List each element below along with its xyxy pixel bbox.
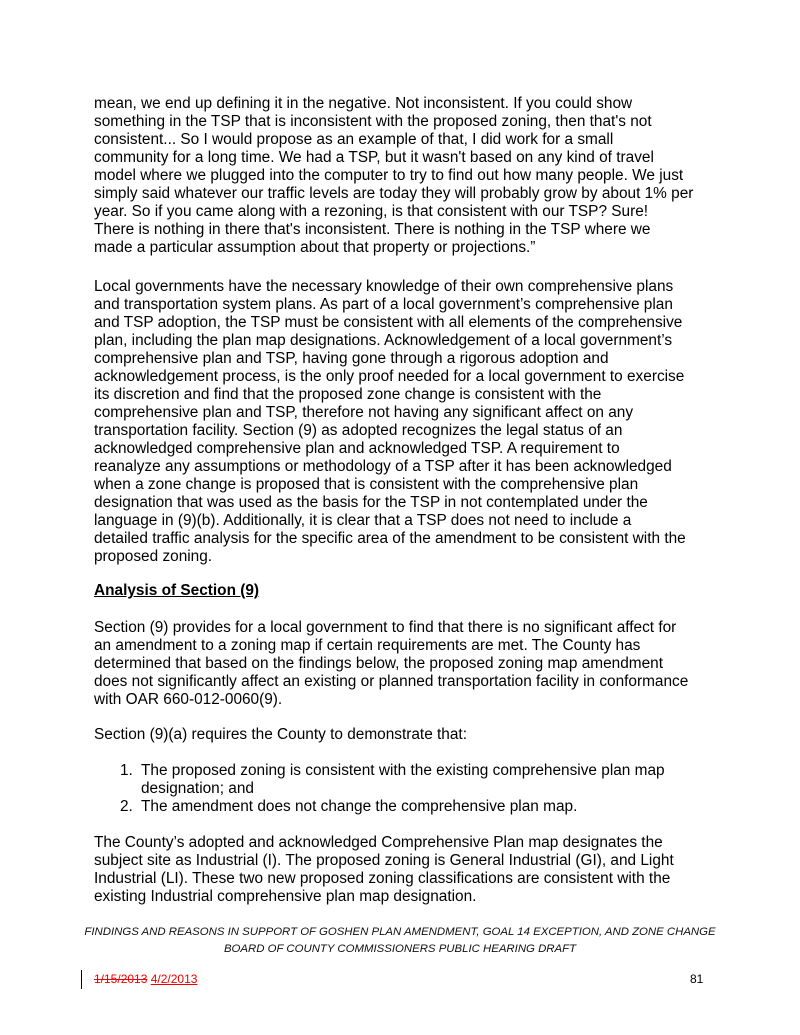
text-line: year. So if you came along with a rezoning, is that consistent with our TSP? Sure! bbox=[94, 203, 649, 220]
text-line: simply said whatever our traffic levels are today they will probably grow by about 1% per bbox=[94, 185, 694, 202]
text-line: existing Industrial comprehensive plan map designation. bbox=[94, 888, 477, 905]
text-line: The County’s adopted and acknowledged Comprehensive Plan map designates the bbox=[94, 834, 663, 851]
text-line: model where we plugged into the computer to try to find out how many people. We just bbox=[94, 167, 684, 184]
paragraph-quote bbox=[94, 95, 693, 257]
text-line: something in the TSP that is inconsistent with the proposed zoning, then that's not bbox=[94, 113, 652, 130]
list-item bbox=[120, 798, 665, 816]
revision-bar bbox=[81, 970, 82, 989]
text-line: Section (9)(a) requires the County to demonstrate that: bbox=[94, 726, 467, 743]
footer-title: FINDINGS AND REASONS IN SUPPORT OF GOSHEN PLAN AMENDMENT, GOAL 14 EXCEPTION, AND ZONE CHANGE bbox=[84, 926, 716, 938]
text-line: Section (9) provides for a local government to find that there is no significant affect for bbox=[94, 619, 677, 636]
text-line: Local governments have the necessary knowledge of their own comprehensive plans bbox=[94, 278, 674, 295]
text-line: community for a long time. We had a TSP, but it wasn't based on any kind of travel bbox=[94, 149, 654, 166]
paragraph-section-9a bbox=[94, 726, 467, 744]
list-item-text: The amendment does not change the comprehensive plan map. bbox=[141, 798, 578, 815]
text-line: Industrial (LI). These two new proposed zoning classifications are consistent with the bbox=[94, 870, 671, 887]
text-line: comprehensive plan and TSP, therefore not having any significant affect on any bbox=[94, 404, 634, 421]
list-item-text: The proposed zoning is consistent with the existing comprehensive plan map bbox=[141, 762, 665, 779]
text-line: proposed zoning. bbox=[94, 548, 213, 565]
text-line: subject site as Industrial (I). The proposed zoning is General Industrial (GI), and Light bbox=[94, 852, 674, 869]
text-line: when a zone change is proposed that is consistent with the comprehensive plan bbox=[94, 476, 639, 493]
page-number: 81 bbox=[690, 972, 704, 986]
paragraph-comprehensive-plan bbox=[94, 834, 674, 906]
inserted-date: 4/2/2013 bbox=[150, 972, 198, 986]
text-line: mean, we end up defining it in the negative. Not inconsistent. If you could show bbox=[94, 95, 633, 112]
text-line: made a particular assumption about that property or projections.” bbox=[94, 239, 536, 256]
section-heading: Analysis of Section (9) bbox=[94, 582, 260, 599]
list-number: 2. bbox=[120, 798, 133, 815]
list-item-text: designation; and bbox=[141, 780, 254, 797]
text-line: comprehensive plan and TSP, having gone through a rigorous adoption and bbox=[94, 350, 609, 367]
text-line: There is nothing in there that's inconsistent. There is nothing in the TSP where we bbox=[94, 221, 651, 238]
deleted-date: 1/15/2013 bbox=[94, 972, 148, 986]
text-line: determined that based on the findings below, the proposed zoning map amendment bbox=[94, 655, 663, 672]
text-line: plan, including the plan map designations. Acknowledgement of a local government’s bbox=[94, 332, 673, 349]
paragraph-local-governments bbox=[94, 278, 686, 566]
text-line: language in (9)(b). Additionally, it is clear that a TSP does not need to include a bbox=[94, 512, 632, 529]
paragraph-section-9 bbox=[94, 619, 688, 709]
footer-subtitle: BOARD OF COUNTY COMMISSIONERS PUBLIC HEARING DRAFT bbox=[223, 943, 577, 955]
text-line: an amendment to a zoning map if certain requirements are met. The County has bbox=[94, 637, 641, 654]
text-line: does not significantly affect an existing or planned transportation facility in conformance bbox=[94, 673, 689, 690]
text-line: its discretion and find that the proposed zone change is consistent with the bbox=[94, 386, 602, 403]
page-footer bbox=[0, 924, 800, 958]
text-line: and TSP adoption, the TSP must be consistent with all elements of the comprehensive bbox=[94, 314, 683, 331]
text-line: acknowledgement process, is the only proof needed for a local government to exercise bbox=[94, 368, 685, 385]
text-line: reanalyze any assumptions or methodology of a TSP after it has been acknowledged bbox=[94, 458, 672, 475]
text-line: transportation facility. Section (9) as adopted recognizes the legal status of an bbox=[94, 422, 623, 439]
revision-date bbox=[94, 972, 197, 986]
text-line: designation that was used as the basis for the TSP in not contemplated under the bbox=[94, 494, 648, 511]
text-line: and transportation system plans. As part of a local government’s comprehensive plan bbox=[94, 296, 673, 313]
text-line: with OAR 660-012-0060(9). bbox=[94, 691, 283, 708]
requirements-list bbox=[120, 762, 665, 816]
list-item bbox=[120, 762, 665, 798]
list-number: 1. bbox=[120, 762, 133, 779]
text-line: acknowledged comprehensive plan and acknowledged TSP. A requirement to bbox=[94, 440, 620, 457]
text-line: consistent... So I would propose as an example of that, I did work for a small bbox=[94, 131, 614, 148]
text-line: detailed traffic analysis for the specific area of the amendment to be consistent with the bbox=[94, 530, 686, 547]
